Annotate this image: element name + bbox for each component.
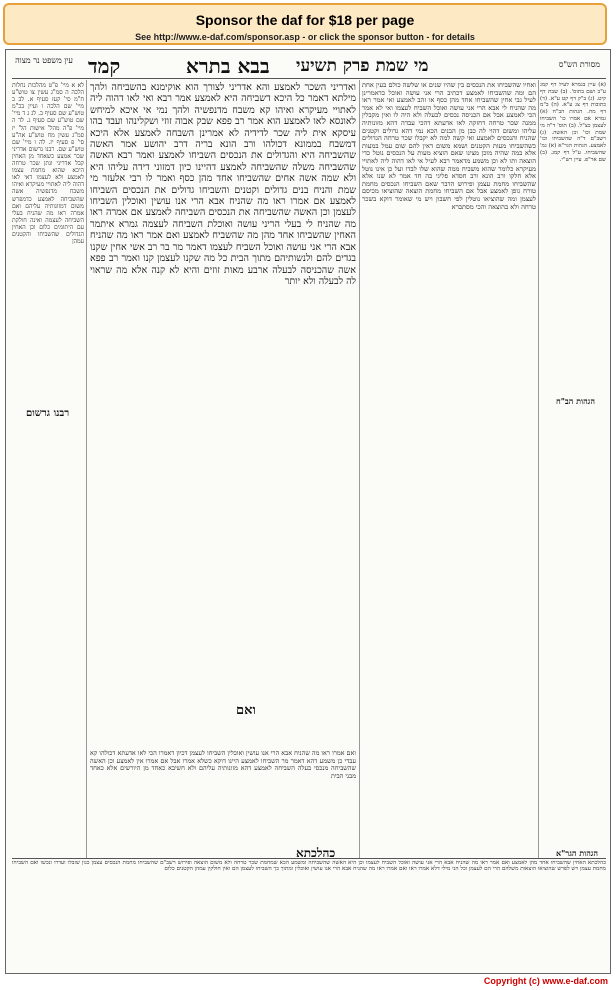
copyright-notice: Copyright (c) www.e-daf.com: [483, 976, 608, 986]
tractate-title: בבא בתרא: [186, 54, 270, 78]
gemara-text-block: [90, 82, 356, 722]
tosafot-text: ואם אמרו ראו מה שהניח אבא הרי אנו עושין ואוכלין השביחו לעצמן דכיון דאמרו הכי לאו אדעתא דכולהו קא עבדי כן משמע דהא דאמר מר השביחו לאמצע היינו דוקא כשלא אמרו אבל אם אמרו אין לאמצע וכן האשה שהשביחה מנכסי בעלה השביחה לאמצע דהא מזונותיה עליהם ולא חשיבא כאחד מן היורשים אלא כאחד מבני הבית: [90, 750, 356, 780]
hagahot-habach-label: הגהות הב"ח: [556, 396, 595, 406]
banner-title: Sponsor the daf for $18 per page: [195, 12, 415, 28]
header-left-note: עין משפט נר מצוה: [15, 56, 73, 65]
ein-mishpat-column: [12, 82, 84, 957]
gemara-text: ואדריני השכר לאמצע והא אדריני לצורך הוא אוקימנא בהשביחה ולהך מילתא דאמר כל היכא דשביחה היא לאמצע אמר רבא ואי לאו דהוה ליה לאתויי מעיקרא ואיהו קא משבח מדנפשיה ולהך נמי אי איכא למיחש לאונסא לאו לאמצע הוא אמר רב פפא שבק אבוה זוזי ושקלינהו ועבד בהו עיסקא אית ליה שכר לדידיה לא אמרינן השבחה לאמצע אלא היכא דמשבח בממונא דכולהו ורב הונא בריה דרב יהושע אמר האשה שהשביחה היא והגדולים את הנכסים השביחו לאמצע ואמר רבא האשה שהשביחה משלה שהשביחה לאמצע דהיינו כיון דמזוני דידה עליהו היא ולא שמה אשה אחים שהשביחו אחד מהן כסף ואמר לו רבי אלעזר מי שמת והניח בנים גדולים וקטנים והשביחו גדולים את הנכסים השביחו לאמצע אם אמרו ראו מה שהניח אבא הרי אנו עושין ואוכלין השביחו לעצמן וכן האשה שהשביחה את הנכסים השביחה לאמצע אם אמרה ראו מה שהניח לי בעלי הריני עושה ואוכלת השביחה לעצמה גמרא איתמר האחין שהשביחו אחד מהן מה שהשביח לאמצע ואם אמר ראו מה שהניח אבא הרי אני עושה ואוכל השביח לעצמו דאמר מר בר רב אשי אחין שקנו בגדים להם ולנשותיהם מתוך הבית כל מה שקנו לעצמן קנו ואמר רב פפא אשה שהכניסה לבעלה ארבע מאות זוזים והיא לא קנה אלא מה שראוי לה לבעלה ולא יותר: [90, 82, 356, 287]
talmud-page: [5, 49, 611, 974]
header-right-note: מסורת הש"ס: [558, 60, 600, 69]
tosafot-commentary: [90, 750, 356, 854]
chapter-title: מי שמת פרק תשיעי: [296, 56, 429, 76]
ravenu-gershom-label: רבנו גרשום: [26, 408, 70, 419]
column-rule-center: [359, 80, 360, 858]
opening-word: ואם: [236, 703, 256, 718]
rashbam-text: ואחיו שהשביחו את הנכסים בין שהיו שנים או שלשה כולם בעין אחת הם ומה שהשביחו לאמצע דכתיב הרי אני עושה ואוכל כדאמרינן לעיל גבי אחין שהשביחו אחד מהן כסף או זהב לאמצע ואי אמר ראו מה שהניח לי אבא הרי אני עושה ואוכל השביח לעצמו ואי לא אמר הכי לאמצע אבל אם הכניסה נכסים לבעלה ולא היה לו ואין מקבלין ממנה שכר טרחה דחזקה לאו אדעתא דהכי עבדה דהא מזונותיה עליהו ומשום דהוי לה כבן מן הבנים הכא נמי דהא גדולים וקטנים שהניח והנכסים לאמצע ואי קשה למה לא יקבלו שכר טרחה הגדולים כשהשביחו מעות הקטנים ושמא משום דאין להם שום עמל במעות אלא במה שהיה מוכן מצינו שאם הוציא מעות על הנכסים נוטל כדי הוצאה ותו לא וכן משמע מדאמר רבא לעיל אי לאו דהוה ליה לאתויי מעיקרא כלומר שהוא משביח ממה שהוא שלו לבדו ועל כן אינו נוטל אלא חלקו ורב הונא ורב חסדא פליגי בה חד אמר לא שנו אלא שהשביחו מחמת עצמן ופירוש הדבר שאם השביחו הנכסים מחמת טורח גופן לאמצע אבל אם השביחו מחמת הוצאה שהוציאו מכיסם לעצמן ומה שהוציאו נוטלין לפי חשבון ויש מי שאומר דוקא בשכר טרחה ולא בהוצאה והכי מסתברא: [362, 82, 536, 211]
footer-text: כהלכתא האחין שהשביחו אחד מהן לאמצע ואם אמר ראו מה שהניח אבא הרי אני עושה ואוכל השביח לעצמו וכן היא האשה שהשביחה ומשמע הכא שמחמת שכר טרחה ולא משום הוצאה ופירוש רשב"ם שהשביחו מחמת הנכסים עצמן כגון שזבלו ועדרו ונכשו ואם השביחו מחמת עצמן ויש לפרש שהוציאו הוצאות משלהם הרי הם לעצמן וכל הני מילי דלא אמרו ראו ואם אמרו ראו מה שהניח אבא הרי אנו עושין ואוכלין ומתוך כך השביחו לעצמן הם ואין חולקין עמהן הקטנים כלום: [12, 860, 606, 873]
header-divider: [12, 78, 606, 79]
column-rule-left: [86, 80, 87, 858]
column-rule-right: [538, 80, 539, 858]
footer-commentary: [12, 860, 606, 950]
page-number: קמד: [88, 54, 121, 78]
masoret-text: (א) עיין בגמרא לעיל דף קמג ע"ב ושם בתוס'. (ב) שבת דף קיט. (ג) ב"ק דף קט ע"א. (ד) כתובות דף צג ע"א. (ה) ב"מ דף מח. הגהות הב"ח (א) גמרא אם אמרו כו' השביחו לעצמן כצ"ל. (ב) תוס' ד"ה מי שמת וכו' וכן האשה. (ג) רשב"ם ד"ה שהשביחו וכו' לאמצע. הגהות הגר"א (א) גמ' שהשביחו. ע"ל דף קמג. (ב) שם אר"פ. עיין רש"י.: [540, 82, 606, 163]
sponsor-banner[interactable]: [3, 3, 607, 45]
banner-subtitle: See http://www.e-daf.com/sponsor.asp - or click the sponsor button - for details: [135, 32, 475, 42]
masoret-hashas-column: [540, 82, 606, 957]
rashbam-commentary: [362, 82, 536, 957]
halacha-label: כהלכתא: [296, 846, 336, 860]
ein-mishpat-text: לא א מיי' פ"ט מהלכות נחלות הלכה ה סמ"ג עשין צו טוש"ע ח"מ סי' קעז סעיף א. לב ב מיי' שם הלכה ו ועיין בכ"מ טוש"ע שם סעיף ב. לג ג ד מיי' שם טוש"ע שם סעיף ג. לד ה מיי' פ"ה מהל' אישות הל' יז סמ"ג עשין מח טוש"ע אה"ע סי' פ סעיף יז. לה ו מיי' שם טוש"ע שם. רבנו גרשום אדריני שכר אמצע כשאחד מן האחין קבל אדריני ונתן שכר טרחה היכא שהוא מחמת עצמו לאמצע ולא לעצמו דאי לאו דהוה ליה לאתויי מעיקרא ואיהו משבח מדנפשיה אשה שהשביחה לאמצע כדמפרש משום דמזונותיה עליהם ואם אמרה ראו מה שהניח בעלי השביחה לעצמה ואינה חולקת עם היתומים כלום וכן האחין הגדולים שהשביחו והקטנים עמהן: [12, 82, 84, 246]
hagahot-hagra-label: הגהות הגר"א: [556, 848, 599, 858]
